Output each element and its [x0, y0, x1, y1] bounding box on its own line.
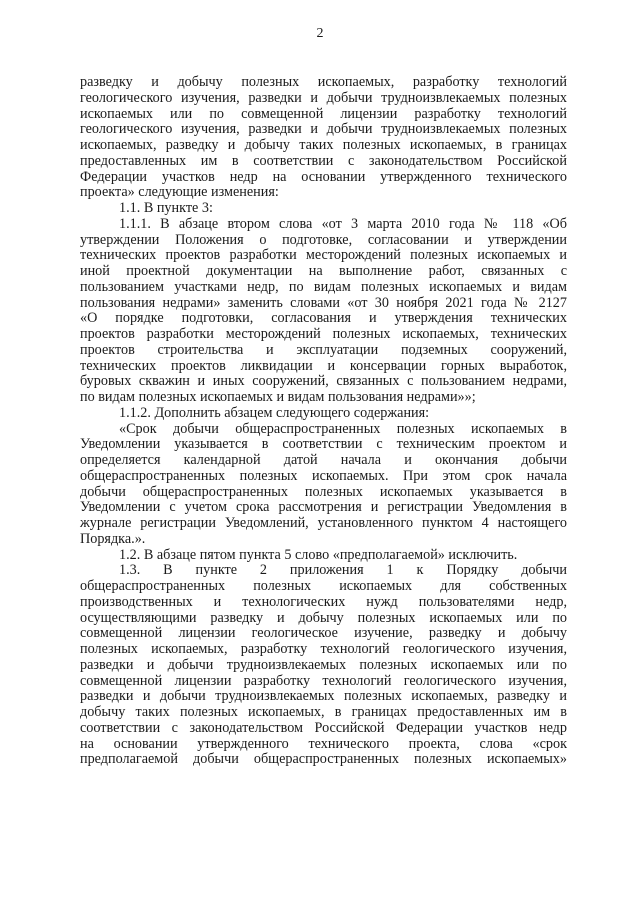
text-line: по видам полезных ископаемых и видам пользования недрами»»;	[80, 389, 476, 405]
text-line: предоставленных им в соответствии с законодательством Российской	[80, 152, 567, 169]
text-line: разведки и добычи трудноизвлекаемых полезных ископаемых или по	[80, 656, 567, 673]
text-line: совмещенной лицензии разработку технологий геологического изучения,	[80, 672, 567, 689]
text-line: Федерации участков недр на основании утвержденного технического	[80, 168, 567, 185]
text-line: иной проектной документации на выполнение работ, связанных с	[80, 263, 567, 279]
text-line: проектов строительства и эксплуатации подземных сооружений,	[80, 341, 567, 358]
text-line: геологического изучения, разведки и добычи трудноизвлекаемых полезных	[80, 89, 567, 106]
text-line: добычи общераспространенных полезных ископаемых указывается в	[80, 483, 567, 500]
text-line: геологического изучения, разведки и добычи трудноизвлекаемых полезных	[80, 121, 567, 138]
text-line: на основании утвержденного технического проекта, слова «срок	[80, 735, 567, 752]
text-line: разведки и добычи трудноизвлекаемых полезных ископаемых, разведку и	[80, 688, 567, 705]
text-line: Уведомлении с учетом срока рассмотрения и регистрации Уведомления в	[80, 499, 567, 516]
text-line: Уведомлении указывается в соответствии с техническим проектом и	[80, 436, 567, 453]
text-line: 1.1. В пункте 3:	[119, 200, 213, 216]
text-line: буровых скважин и иных сооружений, связанных с пользованием недрами,	[80, 373, 567, 390]
text-line: 1.3. В пункте 2 приложения 1 к Порядку добычи	[119, 562, 567, 579]
text-line: общераспространенных полезных ископаемых для собственных	[80, 578, 567, 594]
text-line: технических проектов разработки месторождений полезных ископаемых и	[80, 247, 567, 264]
text-line: технических проектов ликвидации и консервации горных выработок,	[80, 357, 567, 374]
text-line: ископаемых, разведку и добычу таких полезных ископаемых, в границах	[80, 137, 567, 153]
text-line: проекта» следующие изменения:	[80, 184, 279, 201]
text-line: добычу таких полезных ископаемых, в границах предоставленных им в	[80, 704, 567, 720]
text-line: 1.1.2. Дополнить абзацем следующего содержания:	[119, 404, 430, 421]
text-line: совмещенной лицензии геологическое изучение, разведку и добычу	[80, 625, 567, 642]
text-line: пользованием участками недр, по видам полезных ископаемых и видам	[80, 278, 567, 295]
text-line: «Срок добычи общераспространенных полезных ископаемых в	[119, 420, 567, 437]
text-line: 1.2. В абзаце пятом пункта 5 слово «предполагаемой» исключить.	[119, 546, 518, 563]
text-line: полезных ископаемых, разработку технологий геологического изучения,	[80, 641, 567, 657]
document-body	[80, 75, 567, 768]
text-line: осуществляющими разведку и добычу полезных ископаемых или по	[80, 609, 567, 626]
text-line: производственных и технологических нужд пользователями недр,	[80, 593, 567, 610]
text-line: предполагаемой добычи общераспространенных полезных ископаемых»	[80, 751, 567, 768]
text-line: Порядка.».	[80, 530, 146, 547]
text-line: определяется календарной датой начала и окончания добычи	[80, 452, 567, 468]
text-line: проектов разработки месторождений полезных ископаемых, технических	[80, 326, 567, 342]
page-number: 2	[316, 26, 324, 41]
text-line: 1.1.1. В абзаце втором слова «от 3 марта 2010 года № 118 «Об	[119, 215, 567, 232]
text-line: пользования недрами» заменить словами «от 30 ноября 2021 года № 2127	[80, 294, 567, 311]
text-line: общераспространенных полезных ископаемых. При этом срок начала	[80, 467, 567, 484]
text-line: разведку и добычу полезных ископаемых, разработку технологий	[80, 74, 567, 90]
text-line: ископаемых или по совмещенной лицензии разработку технологий	[80, 105, 567, 122]
text-line: журнале регистрации Уведомлений, установленного пунктом 4 настоящего	[80, 515, 567, 531]
text-line: утверждении Положения о подготовке, согласовании и утверждении	[80, 231, 567, 248]
text-line: соответствии с законодательством Российской Федерации участков недр	[80, 719, 567, 736]
text-line: «О порядке подготовки, согласования и утверждения технических	[80, 310, 567, 327]
